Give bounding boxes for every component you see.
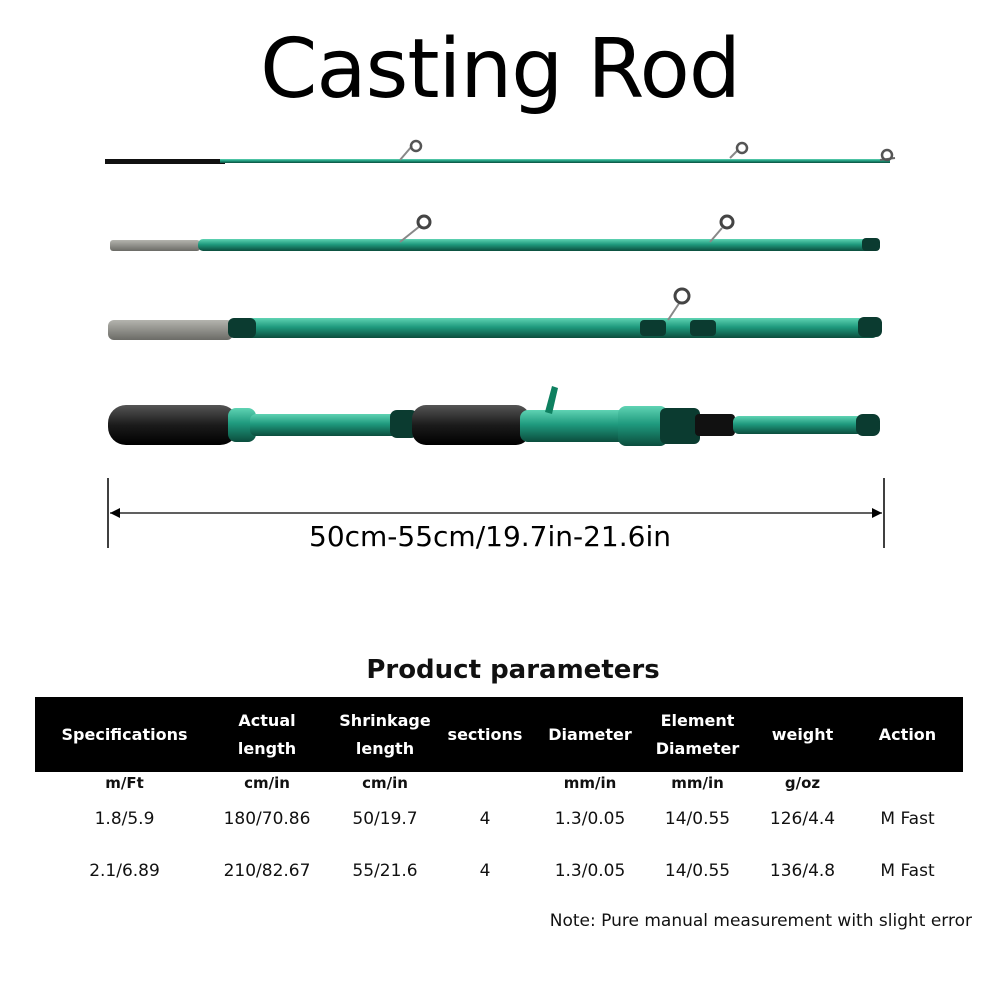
rod-section-tip: [105, 141, 895, 164]
table-cell: 136/4.8: [769, 861, 836, 881]
page-title: Casting Rod: [260, 22, 740, 117]
rod-guide: [710, 216, 733, 242]
rod-section-2: [110, 216, 880, 251]
unit-cell: cm/in: [244, 774, 290, 792]
parameters-table-header: [35, 697, 963, 772]
unit-cell: m/Ft: [105, 774, 144, 792]
unit-cell: mm/in: [563, 774, 617, 792]
header-weight: weight: [771, 724, 834, 744]
rod-guide: [730, 143, 747, 158]
table-cell: 2.1/6.89: [89, 861, 160, 881]
unit-cell: mm/in: [671, 774, 724, 792]
table-cell: M Fast: [880, 809, 935, 829]
table-cell: 14/0.55: [664, 861, 731, 881]
header-actual-length: Actual length: [237, 710, 297, 758]
unit-cell: cm/in: [362, 774, 408, 792]
rod-section-3: [108, 289, 882, 340]
rod-guide: [400, 216, 430, 242]
rod-guide: [400, 141, 421, 160]
table-cell: 1.3/0.05: [554, 861, 626, 881]
table-cell: 50/19.7: [352, 809, 418, 829]
table-cell: 4: [479, 809, 491, 829]
rod-section-handle: [108, 386, 880, 446]
unit-cell: g/oz: [784, 774, 821, 792]
table-cell: M Fast: [880, 861, 935, 881]
length-measurement-label: 50cm-55cm/19.7in-21.6in: [309, 520, 671, 553]
table-row: [35, 856, 963, 886]
unit-cell: [435, 768, 535, 798]
measurement-note: Note: Pure manual measurement with slight error: [549, 911, 972, 931]
header-action: Action: [878, 724, 937, 744]
header-shrinkage-length: Shrinkage length: [339, 710, 431, 758]
table-cell: 14/0.55: [664, 809, 731, 829]
table-cell: 1.3/0.05: [554, 809, 626, 829]
header-element-diameter: Element Diameter: [655, 710, 740, 758]
table-cell: 4: [479, 861, 491, 881]
product-parameters-title: Product parameters: [366, 655, 660, 685]
table-cell: 210/82.67: [223, 861, 311, 881]
rod-guide: [668, 289, 689, 320]
header-sections: sections: [447, 724, 523, 744]
reel-trigger: [545, 386, 558, 414]
table-cell: 180/70.86: [223, 809, 311, 829]
header-specifications: Specifications: [61, 724, 188, 744]
table-cell: 126/4.4: [769, 809, 836, 829]
units-row: [35, 768, 963, 798]
table-cell: 55/21.6: [352, 861, 418, 881]
table-cell: 1.8/5.9: [94, 809, 155, 829]
table-row: [35, 804, 963, 834]
unit-cell: [860, 768, 955, 798]
header-diameter: Diameter: [548, 724, 632, 744]
